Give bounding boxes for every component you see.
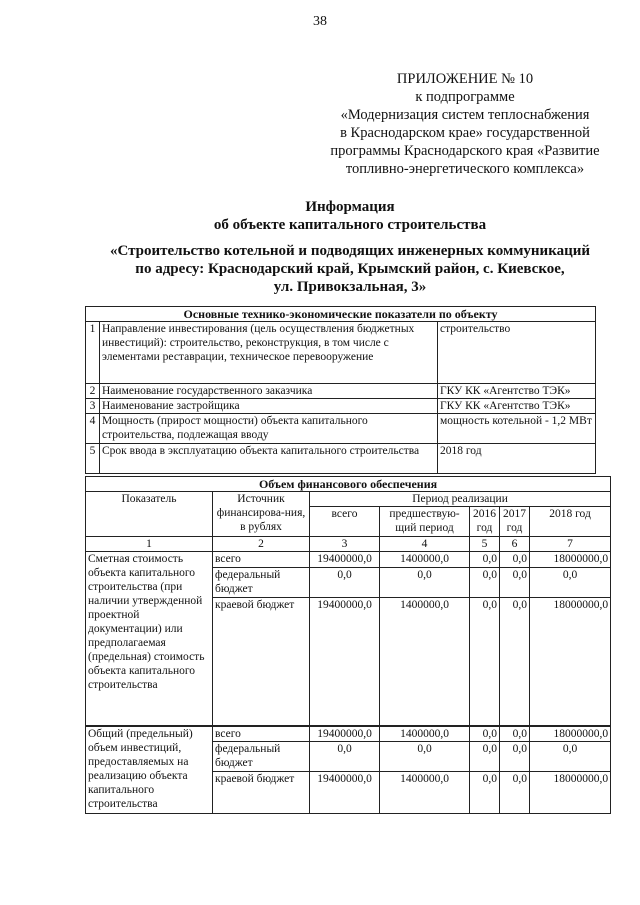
year-2018-cell: 18000000,0: [530, 772, 611, 814]
object-name-line: «Строительство котельной и подводящих инженерных коммуникаций: [109, 243, 591, 259]
appendix-line: программы Краснодарского края «Развитие: [330, 143, 600, 159]
table-row: [86, 726, 611, 742]
column-header-indicator: Показатель: [86, 492, 213, 537]
total-cell: 19400000,0: [310, 552, 380, 568]
total-cell: 19400000,0: [310, 726, 380, 742]
total-cell: 19400000,0: [310, 772, 380, 814]
year-2017-cell: 0,0: [500, 742, 530, 772]
year-2016-cell: 0,0: [470, 552, 500, 568]
document-heading: [60, 198, 640, 296]
year-2016-cell: 0,0: [470, 742, 500, 772]
row-label: Наименование государственного заказчика: [100, 384, 438, 399]
year-2017-cell: 0,0: [500, 552, 530, 568]
row-number: 3: [86, 399, 100, 414]
row-value: мощность котельной - 1,2 МВт: [438, 414, 596, 444]
column-number: 5: [470, 537, 500, 552]
year-2016-cell: 0,0: [470, 598, 500, 726]
previous-period-cell: 1400000,0: [380, 726, 470, 742]
column-number: 2: [213, 537, 310, 552]
year-2018-cell: 18000000,0: [530, 598, 611, 726]
year-2017-cell: 0,0: [500, 598, 530, 726]
year-2018-cell: 0,0: [530, 568, 611, 598]
column-header-source: Источник финансирова-ния, в рублях: [213, 492, 310, 537]
year-2017-cell: 0,0: [500, 726, 530, 742]
tech-indicators-table: [85, 306, 596, 474]
row-number: 5: [86, 444, 100, 474]
previous-period-cell: 0,0: [380, 568, 470, 598]
row-label: Наименование застройщика: [100, 399, 438, 414]
previous-period-cell: 1400000,0: [380, 772, 470, 814]
column-header-total: всего: [310, 507, 380, 537]
financing-table-header: Объем финансового обеспечения: [86, 477, 611, 492]
appendix-line: в Краснодарском крае» государственной: [340, 125, 590, 141]
column-number: 6: [500, 537, 530, 552]
table-row: [86, 552, 611, 568]
column-header-2016: 2016 год: [470, 507, 500, 537]
row-value: строительство: [438, 322, 596, 384]
year-2017-cell: 0,0: [500, 568, 530, 598]
row-number: 4: [86, 414, 100, 444]
row-label: Направление инвестирования (цель осуществления бюджетных инвестиций): строительство, реконструкция, в том числе с элементами реставрации, техническое перевооружение: [100, 322, 438, 384]
row-value: ГКУ КК «Агентство ТЭК»: [438, 384, 596, 399]
document-title: Информация: [305, 199, 395, 215]
page-number: 38: [313, 14, 327, 29]
row-number: 1: [86, 322, 100, 384]
total-cell: 0,0: [310, 742, 380, 772]
total-cell: 0,0: [310, 568, 380, 598]
column-header-2018: 2018 год: [530, 507, 611, 537]
appendix-line: «Модернизация систем теплоснабжения: [340, 107, 590, 123]
column-header-previous-period: предшествую-щий период: [380, 507, 470, 537]
object-name-line: ул. Привокзальная, 3»: [273, 279, 427, 295]
appendix-line: к подпрограмме: [415, 89, 515, 105]
source-cell: всего: [213, 726, 310, 742]
source-cell: федеральный бюджет: [213, 568, 310, 598]
year-2018-cell: 18000000,0: [530, 726, 611, 742]
column-header-period: Период реализации: [310, 492, 611, 507]
source-cell: краевой бюджет: [213, 772, 310, 814]
document-subtitle: об объекте капитального строительства: [213, 217, 487, 233]
year-2018-cell: 18000000,0: [530, 552, 611, 568]
source-cell: краевой бюджет: [213, 598, 310, 726]
row-number: 2: [86, 384, 100, 399]
table-row: [86, 322, 596, 384]
row-value: 2018 год: [438, 444, 596, 474]
appendix-block: [300, 70, 630, 178]
financing-table: [85, 476, 611, 814]
column-number: 1: [86, 537, 213, 552]
column-header-2017: 2017 год: [500, 507, 530, 537]
source-cell: всего: [213, 552, 310, 568]
row-label: Срок ввода в эксплуатацию объекта капитального строительства: [100, 444, 438, 474]
table-row: [86, 399, 596, 414]
column-number: 7: [530, 537, 611, 552]
year-2016-cell: 0,0: [470, 772, 500, 814]
previous-period-cell: 1400000,0: [380, 552, 470, 568]
appendix-line: топливно-энергетического комплекса»: [345, 161, 585, 177]
row-label: Мощность (прирост мощности) объекта капитального строительства, подлежащая вводу: [100, 414, 438, 444]
column-number: 4: [380, 537, 470, 552]
indicator-cell: Общий (предельный) объем инвестиций, предоставляемых на реализацию объекта капитального строительства: [86, 726, 213, 814]
total-cell: 19400000,0: [310, 598, 380, 726]
year-2016-cell: 0,0: [470, 726, 500, 742]
previous-period-cell: 0,0: [380, 742, 470, 772]
year-2017-cell: 0,0: [500, 772, 530, 814]
row-value: ГКУ КК «Агентство ТЭК»: [438, 399, 596, 414]
column-number: 3: [310, 537, 380, 552]
table-row: [86, 444, 596, 474]
year-2018-cell: 0,0: [530, 742, 611, 772]
appendix-line: ПРИЛОЖЕНИЕ № 10: [396, 71, 534, 87]
table-row: [86, 384, 596, 399]
tech-table-header: Основные технико-экономические показатели по объекту: [86, 307, 596, 322]
table-row: [86, 414, 596, 444]
source-cell: федеральный бюджет: [213, 742, 310, 772]
year-2016-cell: 0,0: [470, 568, 500, 598]
previous-period-cell: 1400000,0: [380, 598, 470, 726]
column-numbers-row: [86, 537, 611, 552]
object-name-line: по адресу: Краснодарский край, Крымский район, с. Киевское,: [135, 261, 565, 277]
indicator-cell: Сметная стоимость объекта капитального строительства (при наличии утвержденной проектной документации) или предполагаемая (предельная) стоимость объекта капитального строительства: [86, 552, 213, 726]
